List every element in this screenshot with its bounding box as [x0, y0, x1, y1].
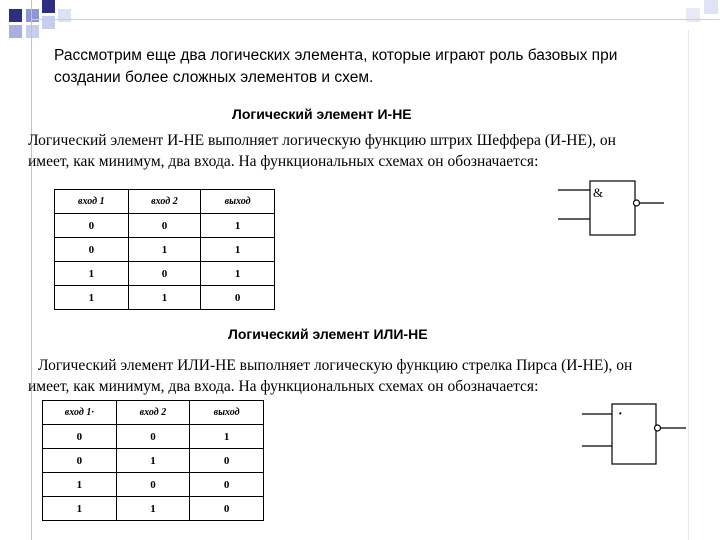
decor-square [704, 0, 718, 14]
table-cell: 0 [43, 449, 117, 473]
nor-gate-symbol [580, 398, 690, 468]
decor-vertical-rule [31, 0, 32, 540]
decor-square [58, 9, 71, 22]
decor-square [42, 16, 55, 29]
table-row [43, 425, 264, 449]
nor-truth-table [42, 400, 264, 521]
slide-header-decoration [0, 0, 720, 44]
column-header: вход 2 [128, 190, 201, 214]
table-header-row [55, 190, 275, 214]
table-cell: 0 [190, 473, 264, 497]
nand-heading: Логический элемент И-НЕ [232, 106, 412, 122]
table-cell: 1 [201, 238, 275, 262]
table-row [43, 497, 264, 521]
decor-square [42, 0, 55, 13]
gate-symbol-label: · [618, 407, 623, 422]
decor-horizontal-rule [31, 19, 720, 20]
table-cell: 0 [190, 449, 264, 473]
table-cell: 1 [128, 286, 201, 310]
table-cell: 1 [116, 449, 190, 473]
nand-description [28, 130, 616, 172]
table-row [55, 214, 275, 238]
gate-inversion-bubble [655, 425, 661, 431]
gate-symbol-label: & [593, 185, 604, 200]
table-row [55, 262, 275, 286]
table-row [55, 238, 275, 262]
nor-desc-line-1: Логический элемент ИЛИ-НЕ выполняет логическую функцию стрелка Пирса (И-НЕ), он [38, 357, 633, 374]
intro-line-1: Рассмотрим еще два логических элемента, которые играют роль базовых при [54, 47, 618, 64]
table-row [43, 473, 264, 497]
column-header: выход [201, 190, 275, 214]
table-cell: 0 [128, 214, 201, 238]
column-header: выход [190, 401, 264, 425]
table-cell: 1 [55, 262, 129, 286]
column-header: вход 2 [116, 401, 190, 425]
nor-desc-line-2: имеет, как минимум, два входа. На функциональных схемах он обозначается: [28, 378, 539, 395]
table-cell: 1 [201, 262, 275, 286]
table-row [43, 449, 264, 473]
table-cell: 1 [190, 425, 264, 449]
gate-inversion-bubble [634, 200, 640, 206]
table-header-row [43, 401, 264, 425]
table-cell: 0 [43, 425, 117, 449]
table-cell: 1 [43, 473, 117, 497]
decor-square [26, 9, 39, 22]
table-cell: 1 [116, 497, 190, 521]
table-cell: 1 [55, 286, 129, 310]
table-row [55, 286, 275, 310]
table-cell: 1 [128, 238, 201, 262]
table-cell: 0 [116, 425, 190, 449]
intro-line-2: создании более сложных элементов и схем. [54, 69, 374, 86]
nand-desc-line-1: Логический элемент И-НЕ выполняет логическую функцию штрих Шеффера (И-НЕ), он [28, 132, 616, 149]
decor-square [9, 25, 22, 38]
table-cell: 1 [201, 214, 275, 238]
column-header: вход 1· [43, 401, 117, 425]
table-cell: 0 [128, 262, 201, 286]
nand-desc-line-2: имеет, как минимум, два входа. На функциональных схемах он обозначается: [28, 153, 539, 170]
decor-square [26, 25, 39, 38]
table-cell: 0 [116, 473, 190, 497]
nor-heading: Логический элемент ИЛИ-НЕ [228, 326, 428, 342]
decor-square [9, 9, 22, 22]
table-cell: 0 [190, 497, 264, 521]
table-cell: 0 [55, 238, 129, 262]
table-cell: 0 [201, 286, 275, 310]
column-header: вход 1 [55, 190, 129, 214]
intro-text [54, 45, 674, 89]
table-cell: 1 [43, 497, 117, 521]
nand-gate-symbol [556, 176, 668, 240]
nor-description [28, 355, 633, 397]
table-cell: 0 [55, 214, 129, 238]
nand-truth-table [54, 189, 275, 310]
